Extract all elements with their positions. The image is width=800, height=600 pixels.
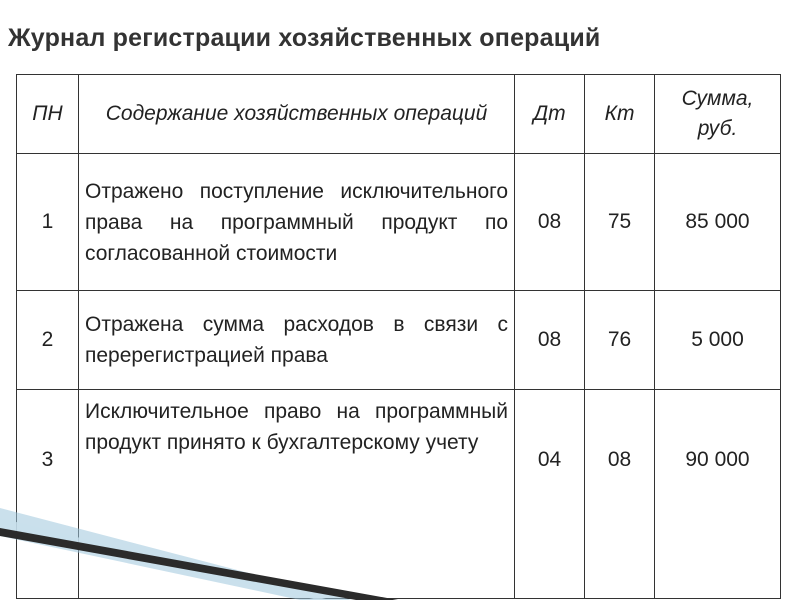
page-title: Журнал регистрации хозяйственных операций xyxy=(8,24,601,52)
cell-dt: 04 xyxy=(515,390,585,599)
cell-pn: 1 xyxy=(17,154,79,291)
cell-kt: 75 xyxy=(585,154,655,291)
cell-content: Отражено поступление исключительного права на программный продукт по согласованной стоимости xyxy=(79,154,515,291)
cell-dt: 08 xyxy=(515,291,585,390)
cell-sum: 5 000 xyxy=(655,291,781,390)
header-sum: Сумма, руб. xyxy=(655,75,781,154)
table-row xyxy=(17,390,781,599)
cell-sum: 85 000 xyxy=(655,154,781,291)
cell-sum: 90 000 xyxy=(655,390,781,599)
table-row xyxy=(17,154,781,291)
header-content: Содержание хозяйственных операций xyxy=(79,75,515,154)
operations-journal-table xyxy=(16,74,781,599)
cell-kt: 08 xyxy=(585,390,655,599)
cell-pn: 3 xyxy=(17,390,79,599)
cell-pn: 2 xyxy=(17,291,79,390)
cell-content: Исключительное право на программный продукт принято к бухгалтерскому учету xyxy=(79,390,515,599)
cell-dt: 08 xyxy=(515,154,585,291)
table-row xyxy=(17,291,781,390)
table-header-row xyxy=(17,75,781,154)
header-kt: Кт xyxy=(585,75,655,154)
cell-content: Отражена сумма расходов в связи с перерегистрацией права xyxy=(79,291,515,390)
header-pn: ПН xyxy=(17,75,79,154)
header-dt: Дт xyxy=(515,75,585,154)
cell-kt: 76 xyxy=(585,291,655,390)
